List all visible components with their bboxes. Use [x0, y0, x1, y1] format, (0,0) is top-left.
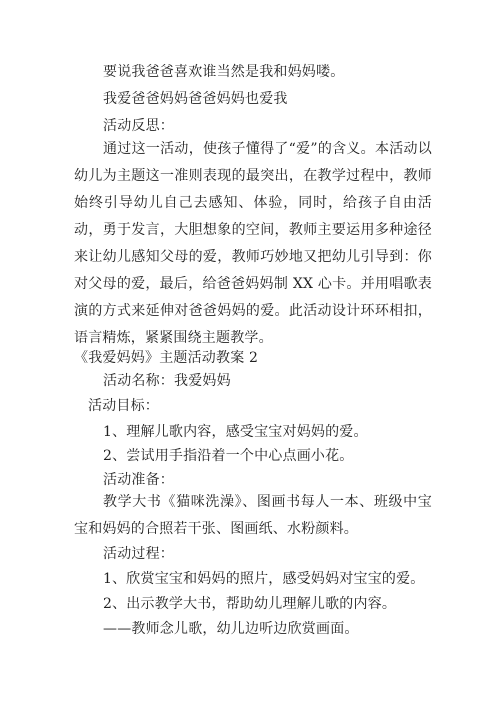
list-item: 2、尝试用手指沿着一个中心点画小花。 — [103, 448, 354, 464]
section-heading: 活动目标： — [88, 398, 159, 414]
section-heading: 活动过程： — [103, 546, 174, 562]
section-heading: 活动准备： — [103, 472, 174, 488]
list-item: ——教师念儿歌，幼儿边听边欣赏画面。 — [103, 621, 359, 637]
text-line: 要说我爸爸喜欢谁当然是我和妈妈喽。 — [103, 64, 345, 80]
activity-name: 活动名称：我爱妈妈 — [103, 373, 231, 389]
section-title: 《我爱妈妈》主题活动教案 2 — [74, 350, 259, 366]
paragraph-reflection: 通过这一活动，使孩子懂得了“爱”的含义。本活动以幼儿为主题这一准则表现的最突出，在教学过程中，教师始终引导幼儿自己去感知、体验，同时，给孩子自由活动，勇于发言，大胆想象的空间，教师主要运用多种途径来让幼儿感知父母的爱，教师巧妙地又把幼儿引导到：你对父母的爱，最后，给爸爸妈妈制 XX 心卡。并用唱歌表演的方式来延伸对爸爸妈妈的爱。此活动设计环环相扣，语言精炼，紧紧围绕主题教学。 — [74, 141, 432, 346]
section-heading: 活动反思： — [103, 118, 174, 134]
paragraph-preparation: 教学大书《猫咪洗澡》、图画书每人一本、班级中宝宝和妈妈的合照若干张、图画纸、水粉颜料。 — [74, 494, 432, 537]
list-item: 2、出示教学大书，帮助幼儿理解儿歌的内容。 — [103, 596, 397, 612]
list-item: 1、理解儿歌内容，感受宝宝对妈妈的爱。 — [103, 424, 368, 440]
text-line: 我爱爸爸妈妈爸爸妈妈也爱我 — [103, 91, 288, 107]
list-item: 1、欣赏宝宝和妈妈的照片，感受妈妈对宝宝的爱。 — [103, 571, 425, 587]
